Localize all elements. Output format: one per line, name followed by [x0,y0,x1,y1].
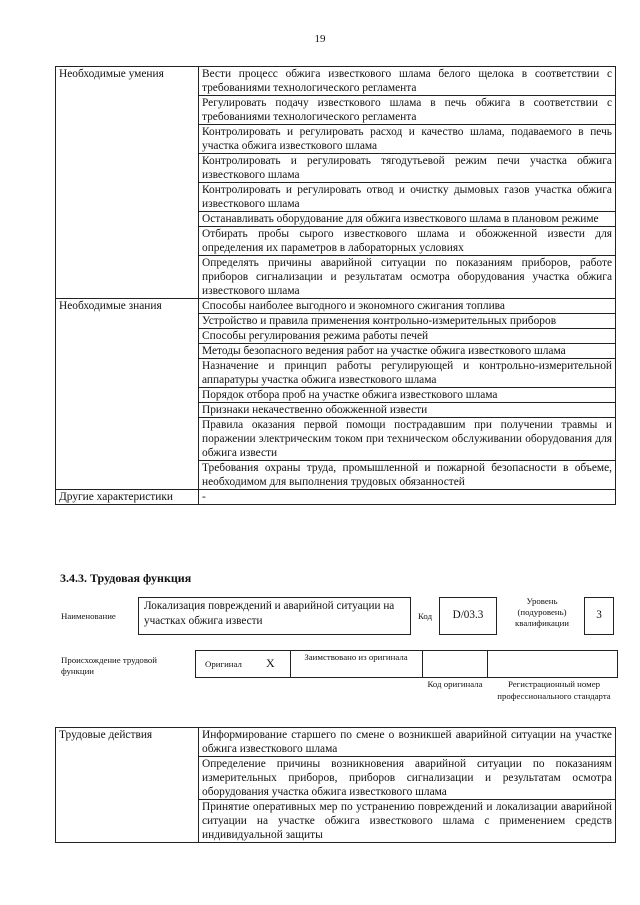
requirements-table [55,66,616,505]
function-code: D/03.3 [452,609,484,621]
knowledge-label: Необходимые знания [56,299,199,490]
knowledge-item: Методы безопасного ведения работ на участке обжига известкового шлама [199,344,616,359]
skill-item: Контролировать и регулировать отвод и очистку дымовых газов участка обжига известкового шлама [199,183,616,212]
knowledge-item: Правила оказания первой помощи пострадавшим при получении травмы и поражении электрическим током при техническом обслуживании оборудования для обжига извести [199,418,616,461]
knowledge-item: Признаки некачественно обожженной извести [199,403,616,418]
table-row [56,299,616,314]
other-label: Другие характеристики [56,490,199,505]
origin-label: Происхождение трудовой функции [61,655,158,676]
level-value: 3 [596,609,602,621]
origin-divider [422,650,423,678]
knowledge-item: Требования охраны труда, промышленной и пожарной безопасности в объеме, необходимом для выполнения трудовых обязанностей [199,461,616,490]
page-number: 19 [314,33,326,45]
knowledge-item: Порядок отбора проб на участке обжига известкового шлама [199,388,616,403]
code-label: Код [418,611,433,621]
skill-item: Отбирать пробы сырого известкового шлама и обожженной извести для определения их параметров в лабораторных условиях [199,227,616,256]
action-item: Определение причины возникновения аварийной ситуации по показаниям измерительных приборов, приборов сигнализации и результатам осмотра оборудования участка обжига известкового шлама [199,757,616,800]
action-item: Принятие оперативных мер по устранению повреждений и локализации аварийной ситуации на участке обжига известкового шлама с применением средств индивидуальной защиты [199,800,616,843]
table-row [56,67,616,96]
skill-item: Контролировать и регулировать расход и качество шлама, подаваемого в печь участка обжига известкового шлама [199,125,616,154]
reg-number-caption: Регистрационный номер профессионального стандарта [497,679,611,701]
actions-table [55,727,616,843]
skill-item: Регулировать подачу известкового шлама в печь обжига в соответствии с требованиями технологического регламента [199,96,616,125]
skills-label: Необходимые умения [56,67,199,299]
other-value: - [199,490,616,505]
knowledge-item: Способы регулирования режима работы печей [199,329,616,344]
skill-item: Останавливать оборудование для обжига известкового шлама в плановом режиме [199,212,616,227]
actions-label: Трудовые действия [56,728,199,843]
borrowed-label: Заимствовано из оригинала [304,652,408,662]
action-item: Информирование старшего по смене о возникшей аварийной ситуации на участке обжига известкового шлама [199,728,616,757]
skill-item: Вести процесс обжига известкового шлама белого щелока в соответствии с требованиями технологического регламента [199,67,616,96]
function-heading: 3.4.3. Трудовая функция [60,571,192,585]
table-row [56,728,616,757]
original-label: Оригинал [205,659,242,669]
knowledge-item: Устройство и правила применения контрольно-измерительных приборов [199,314,616,329]
origin-divider [487,650,488,678]
original-mark: X [266,656,275,670]
knowledge-item: Способы наиболее выгодного и экономного сжигания топлива [199,299,616,314]
function-name: Локализация повреждений и аварийной ситуации на участках обжига извести [144,600,395,627]
table-row [56,490,616,505]
skill-item: Контролировать и регулировать тягодутьевой режим печи участка обжига известкового шлама [199,154,616,183]
skill-item: Определять причины аварийной ситуации по показаниям приборов, работе приборов сигнализации и результатам осмотра оборудования участка обжига известкового шлама [199,256,616,299]
knowledge-item: Назначение и принцип работы регулирующей и контрольно-измерительной аппаратуры участка обжига известкового шлама [199,359,616,388]
level-label: Уровень (подуровень) квалификации [515,596,569,628]
name-label: Наименование [61,611,116,621]
origin-divider [290,650,291,678]
code-origin-caption: Код оригинала [427,679,483,689]
